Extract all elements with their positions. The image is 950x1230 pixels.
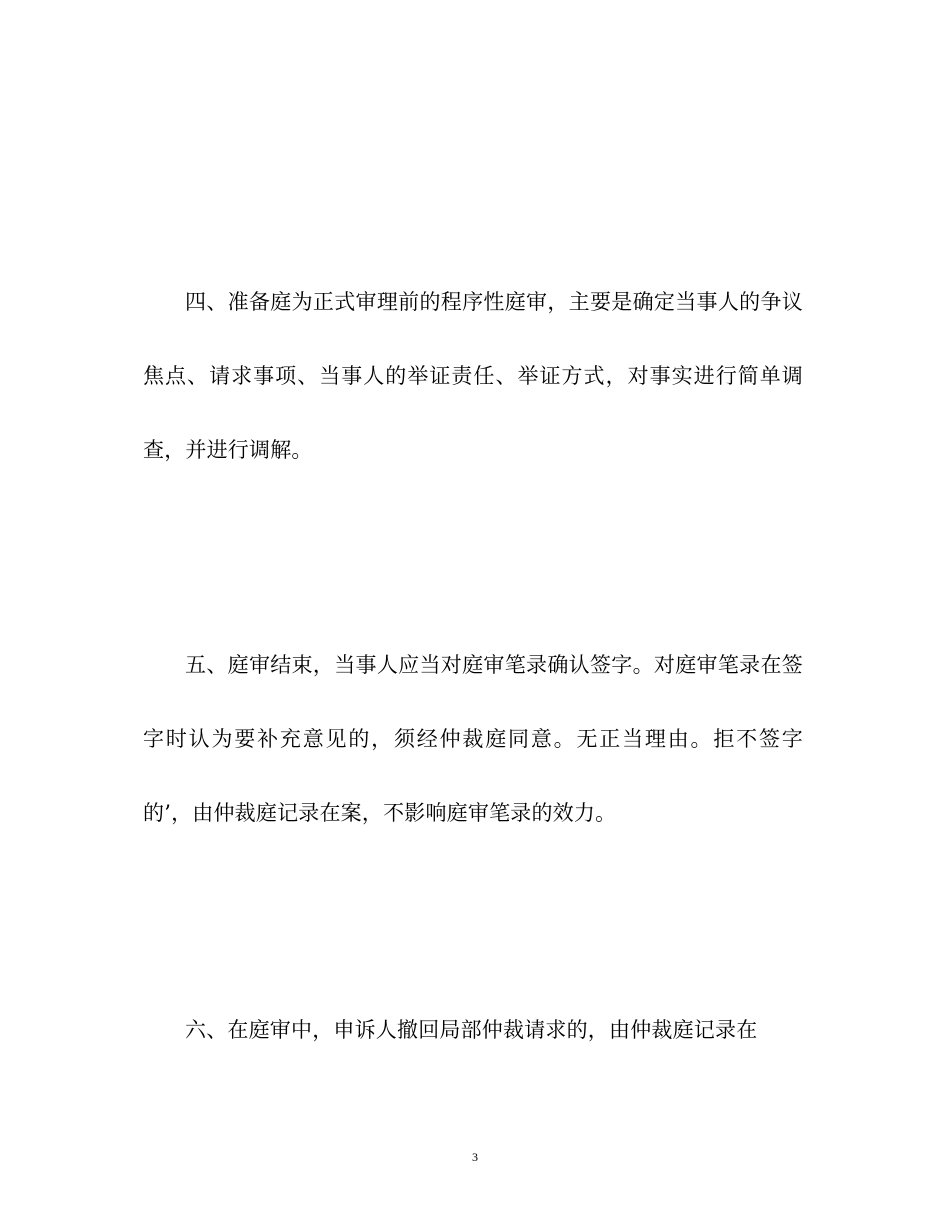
paragraph-six: 六、在庭审中，申诉人撤回局部仲裁请求的，由仲裁庭记录在 (185, 1018, 758, 1042)
page-number: 3 (472, 1150, 478, 1164)
paragraph-four: 四、准备庭为正式审理前的程序性庭审，主要是确定当事人的争议焦点、请求事项、当事人的举证责任、举证方式，对事实进行简单调查，并进行调解。 (143, 290, 803, 462)
paragraph-five: 五、庭审结束，当事人应当对庭审笔录确认签字。对庭审笔录在签字时认为要补充意见的，须经仲裁庭同意。无正当理由。拒不签字的’，由仲裁庭记录在案，不影响庭审笔录的效力。 (143, 653, 803, 825)
